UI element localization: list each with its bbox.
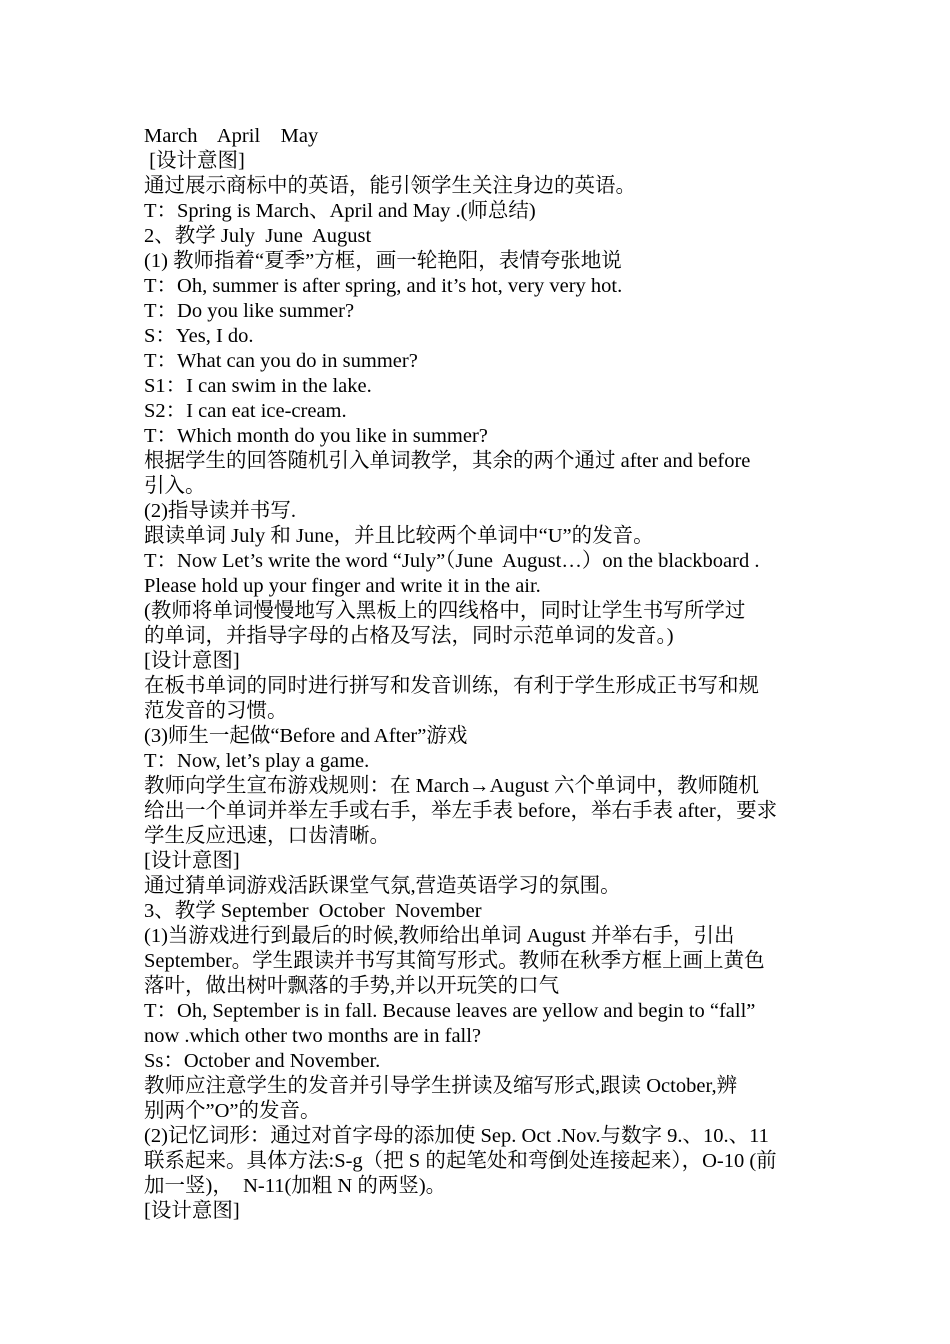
section-heading: [设计意图]: [144, 650, 240, 672]
document-body: [144, 124, 810, 1224]
text-line: 引入。: [144, 475, 206, 497]
dialogue-line: T：Oh, summer is after spring, and it’s hot, very very hot.: [144, 275, 623, 297]
text-line: 根据学生的回答随机引入单词教学，其余的两个通过 after and before: [144, 450, 751, 472]
text-line: 跟读单词 July 和 June，并且比较两个单词中“U”的发音。: [144, 525, 654, 547]
text-line: 别两个”O”的发音。: [144, 1100, 321, 1122]
dialogue-line: S1：I can swim in the lake.: [144, 375, 372, 397]
dialogue-line: Ss：October and November.: [144, 1050, 381, 1072]
text-line: 联系起来。具体方法:S-g（把 S 的起笔处和弯倒处连接起来），O-10 (前: [144, 1150, 777, 1172]
dialogue-line: T：Do you like summer?: [144, 300, 355, 322]
text-line: 教师向学生宣布游戏规则：在 March→August 六个单词中，教师随机: [144, 775, 759, 797]
dialogue-line: now .which other two months are in fall?: [144, 1025, 482, 1047]
text-line: 的单词，并指导字母的占格及写法，同时示范单词的发音。): [144, 625, 674, 647]
step-heading: 2、教学 July June August: [144, 225, 372, 247]
dialogue-line: S：Yes, I do.: [144, 325, 254, 347]
text-line: 加一竖)， N-11(加粗 N 的两竖)。: [144, 1175, 447, 1197]
dialogue-line: T：Spring is March、April and May .(师总结): [144, 200, 536, 222]
text-line: (1)当游戏进行到最后的时候,教师给出单词 August 并举右手，引出: [144, 925, 735, 947]
text-line: (1) 教师指着“夏季”方框，画一轮艳阳，表情夸张地说: [144, 250, 622, 272]
text-line: (2)记忆词形：通过对首字母的添加使 Sep. Oct .Nov.与数字 9.、10.、11: [144, 1125, 769, 1147]
text-line: 学生反应迅速，口齿清晰。: [144, 825, 390, 847]
dialogue-line: T：Now, let’s play a game.: [144, 750, 370, 772]
text-line: 给出一个单词并举左手或右手，举左手表 before，举右手表 after，要求: [144, 800, 778, 822]
text-line: September。学生跟读并书写其简写形式。教师在秋季方框上画上黄色: [144, 950, 765, 972]
step-heading: 3、教学 September October November: [144, 900, 482, 922]
dialogue-line: T：Now Let’s write the word “July”（June August…）on the blackboard .: [144, 550, 760, 572]
text-line: 落叶，做出树叶飘落的手势,并以开玩笑的口气: [144, 975, 560, 997]
dialogue-line: S2：I can eat ice-cream.: [144, 400, 347, 422]
section-heading: [设计意图]: [144, 1200, 240, 1222]
section-heading: [设计意图]: [144, 150, 245, 172]
dialogue-line: Please hold up your finger and write it in the air.: [144, 575, 541, 597]
dialogue-line: T：Which month do you like in summer?: [144, 425, 488, 447]
text-line: 在板书单词的同时进行拼写和发音训练，有利于学生形成正书写和规: [144, 675, 759, 697]
section-heading: [设计意图]: [144, 850, 240, 872]
text-line: March April May: [144, 125, 319, 147]
dialogue-line: T：Oh, September is in fall. Because leaves are yellow and begin to “fall”: [144, 1000, 756, 1022]
text-line: (教师将单词慢慢地写入黑板上的四线格中，同时让学生书写所学过: [144, 600, 746, 622]
text-line: 教师应注意学生的发音并引导学生拼读及缩写形式,跟读 October,辨: [144, 1075, 738, 1097]
step-heading: (3)师生一起做“Before and After”游戏: [144, 725, 468, 747]
text-line: 范发音的习惯。: [144, 700, 288, 722]
dialogue-line: T：What can you do in summer?: [144, 350, 418, 372]
step-heading: (2)指导读并书写.: [144, 500, 297, 522]
text-line: 通过展示商标中的英语，能引领学生关注身边的英语。: [144, 175, 636, 197]
text-line: 通过猜单词游戏活跃课堂气氛,营造英语学习的氛围。: [144, 875, 621, 897]
